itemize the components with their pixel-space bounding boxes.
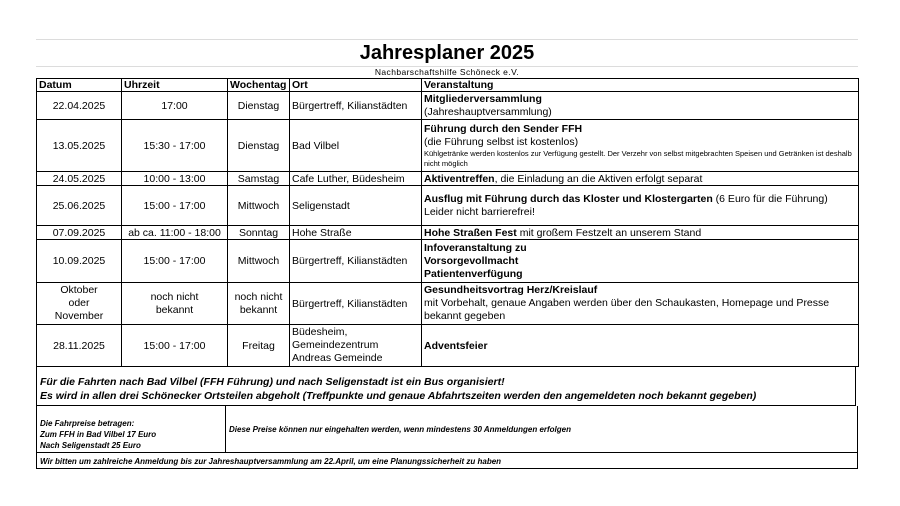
event-detail: Leider nicht barrierefrei!	[424, 205, 535, 218]
cell-ort: Bürgertreff, Kilianstädten	[290, 92, 422, 120]
cell-veranstaltung	[422, 240, 859, 283]
datum-line3: November	[54, 310, 104, 322]
event-detail: (Jahreshauptversammlung)	[424, 105, 552, 118]
table-row	[37, 283, 859, 325]
prices-heading: Die Fahrpreise betragen:	[40, 419, 135, 428]
cell-wochentag: Samstag	[228, 172, 290, 186]
cell-datum	[37, 283, 122, 325]
table-row	[37, 325, 859, 367]
table-row	[37, 172, 859, 186]
registration-footer: Wir bitten um zahlreiche Anmeldung bis zur Jahreshauptversammlung am 22.April, um eine Planungssicherheit zu haben	[36, 453, 858, 469]
bus-info-line2: Es wird in allen drei Schönecker Ortsteilen abgeholt (Treffpunkte und genaue Abfahrtszeiten werden den angemeldeten noch bekannt gegeben)	[40, 390, 757, 402]
cell-ort: Bad Vilbel	[290, 120, 422, 172]
uhrzeit-line2: bekannt	[155, 303, 194, 316]
table-row	[37, 240, 859, 283]
event-detail: , die Einladung an die Aktiven erfolgt separat	[494, 172, 703, 185]
cell-uhrzeit: 15:00 - 17:00	[122, 325, 228, 367]
cell-wochentag: Sonntag	[228, 226, 290, 240]
event-detail: (die Führung selbst ist kostenlos)	[424, 135, 579, 148]
wochentag-line1: noch nicht	[234, 290, 283, 303]
table-row	[37, 186, 859, 226]
cell-wochentag: Freitag	[228, 325, 290, 367]
uhrzeit-line1: noch nicht	[150, 290, 199, 303]
header-ort: Ort	[290, 79, 422, 92]
cell-ort	[290, 325, 422, 367]
table-row	[37, 120, 859, 172]
cell-veranstaltung	[422, 120, 859, 172]
event-title: Gesundheitsvortrag Herz/Kreislauf	[424, 284, 598, 296]
event-title: Mitgliederversammlung	[424, 92, 542, 105]
cell-uhrzeit: 10:00 - 13:00	[122, 172, 228, 186]
table-row	[37, 226, 859, 240]
cell-ort: Seligenstadt	[290, 186, 422, 226]
header-datum: Datum	[37, 79, 122, 92]
table-row	[37, 92, 859, 120]
event-note: Kühlgetränke werden kostenlos zur Verfügung gestellt. Der Verzehr von selbst mitgebrachten Speisen und Getränken ist deshalb nicht möglich	[424, 148, 852, 168]
cell-uhrzeit: 17:00	[122, 92, 228, 120]
cell-uhrzeit	[122, 283, 228, 325]
event-detail: mit Vorbehalt, genaue Angaben werden über den Schaukasten, Homepage und Presse	[424, 297, 830, 309]
cell-datum: 22.04.2025	[37, 92, 122, 120]
wochentag-line2: bekannt	[239, 303, 278, 316]
event-title: Infoveranstaltung zu	[424, 241, 527, 254]
cell-veranstaltung	[422, 172, 859, 186]
cell-wochentag: Mittwoch	[228, 186, 290, 226]
cell-datum: 13.05.2025	[37, 120, 122, 172]
event-detail-line2: bekannt gegeben	[424, 310, 506, 322]
prices-list	[37, 406, 226, 452]
cell-ort: Hohe Straße	[290, 226, 422, 240]
cell-ort: Bürgertreff, Kilianstädten	[290, 240, 422, 283]
cell-ort: Bürgertreff, Kilianstädten	[290, 283, 422, 325]
event-title-line2: Vorsorgevollmacht	[424, 254, 519, 267]
ort-line2: Gemeindezentrum	[292, 339, 379, 351]
cell-uhrzeit: 15:00 - 17:00	[122, 186, 228, 226]
cell-datum: 10.09.2025	[37, 240, 122, 283]
event-title: Hohe Straßen Fest	[424, 226, 517, 239]
cell-wochentag: Mittwoch	[228, 240, 290, 283]
table-header-row	[37, 79, 859, 92]
cell-ort: Cafe Luther, Büdesheim	[290, 172, 422, 186]
cell-wochentag: Dienstag	[228, 120, 290, 172]
cell-datum: 25.06.2025	[37, 186, 122, 226]
cell-uhrzeit: ab ca. 11:00 - 18:00	[122, 226, 228, 240]
organization-subtitle: Nachbarschaftshilfe Schöneck e.V.	[374, 67, 520, 77]
page-title: Jahresplaner 2025	[36, 40, 858, 67]
datum-line1: Oktober	[60, 284, 98, 296]
event-detail: mit großem Festzelt an unserem Stand	[516, 226, 702, 239]
event-title: Ausflug mit Führung durch das Kloster und Klostergarten	[424, 192, 713, 205]
cell-veranstaltung	[422, 92, 859, 120]
cell-uhrzeit: 15:30 - 17:00	[122, 120, 228, 172]
year-planner-sheet	[36, 39, 858, 469]
event-price: (6 Euro für die Führung)	[712, 192, 828, 205]
cell-veranstaltung	[422, 283, 859, 325]
cell-veranstaltung	[422, 186, 859, 226]
event-title: Aktiventreffen	[424, 172, 495, 185]
cell-veranstaltung: Adventsfeier	[422, 325, 859, 367]
datum-line2: oder	[68, 297, 90, 309]
cell-wochentag	[228, 283, 290, 325]
bus-info-line1: Für die Fahrten nach Bad Vilbel (FFH Führung) und nach Seligenstadt ist ein Bus organisiert!	[40, 376, 505, 388]
cell-datum: 07.09.2025	[37, 226, 122, 240]
header-uhrzeit: Uhrzeit	[122, 79, 228, 92]
cell-wochentag: Dienstag	[228, 92, 290, 120]
price-seligenstadt: Nach Seligenstadt 25 Euro	[40, 441, 141, 450]
cell-datum: 28.11.2025	[37, 325, 122, 367]
prices-note: Diese Preise können nur eingehalten werden, wenn mindestens 30 Anmeldungen erfolgen	[229, 425, 572, 434]
price-ffh: Zum FFH in Bad Vilbel 17 Euro	[40, 430, 157, 439]
header-wochentag: Wochentag	[228, 79, 290, 92]
header-veranstaltung: Veranstaltung	[422, 79, 859, 92]
cell-veranstaltung	[422, 226, 859, 240]
prices-section	[36, 406, 858, 453]
cell-uhrzeit: 15:00 - 17:00	[122, 240, 228, 283]
ort-line3: Andreas Gemeinde	[292, 352, 383, 364]
ort-line1: Büdesheim,	[292, 326, 348, 338]
event-title-line3: Patientenverfügung	[424, 267, 523, 280]
event-title: Führung durch den Sender FFH	[424, 122, 583, 135]
bus-info	[36, 367, 856, 406]
cell-datum: 24.05.2025	[37, 172, 122, 186]
events-table	[36, 78, 859, 367]
